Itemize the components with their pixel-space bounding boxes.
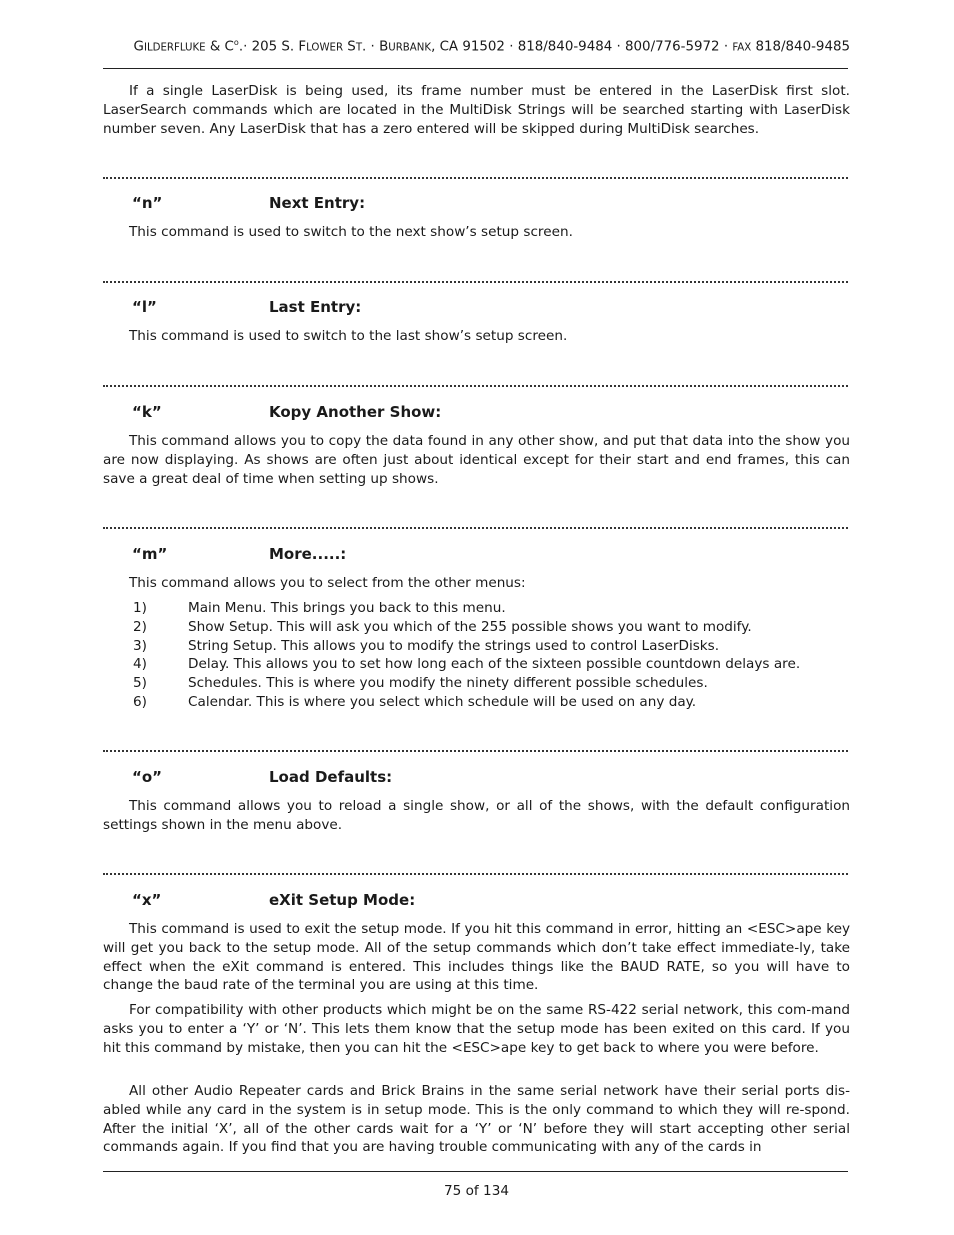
command-title-load-defaults: Load Defaults: bbox=[269, 768, 393, 786]
command-desc-last-entry: This command is used to switch to the last show’s setup screen. bbox=[129, 328, 568, 344]
header-company-initial: G bbox=[133, 39, 144, 55]
exit-paragraph-network: All other Audio Repeater cards and Brick Brains in the same serial network have their serial ports dis-abled while any card in the system is in setup mode. This is the only command to which they will re-spond. After the initial ‘X’, all of the other cards wait for a ‘Y’ or ‘N’ before they will start accepting other serial commands again. If you find that you are having trouble communicating with any of the cards in bbox=[103, 1083, 850, 1156]
header-amp: & C bbox=[205, 39, 234, 55]
command-key-x: “x” bbox=[132, 891, 162, 909]
list-item: 3) String Setup. This allows you to modify the strings used to control LaserDisks. bbox=[133, 637, 720, 654]
exit-paragraph-compat: For compatibility with other products which might be on the same RS-422 serial network, this com-mand asks you to enter a ‘Y’ or ‘N’. This lets them know that the setup mode has been exited on this card. If you hit this command by mistake, then you can hit the <ESC>ape key to get back to where you were before. bbox=[103, 1002, 850, 1056]
command-desc-load-defaults: This command allows you to reload a single show, or all of the shows, with the default configuration settings shown in the menu above. bbox=[103, 798, 850, 833]
list-item: 4) Delay. This allows you to set how long each of the sixteen possible countdown delays are. bbox=[133, 656, 801, 673]
section-divider bbox=[103, 177, 848, 179]
command-title-next-entry: Next Entry: bbox=[269, 194, 366, 212]
list-item: 1) Main Menu. This brings you back to this menu. bbox=[133, 600, 506, 616]
section-divider bbox=[103, 750, 848, 752]
list-item: 2) Show Setup. This will ask you which of the 255 possible shows you want to modify. bbox=[133, 618, 752, 635]
section-divider bbox=[103, 527, 848, 529]
list-item: 6) Calendar. This is where you select which schedule will be used on any day. bbox=[133, 693, 697, 710]
header-address: , CA 91502 · 818/840-9484 · 800/776-5972 · bbox=[431, 39, 733, 55]
section-divider bbox=[103, 385, 848, 387]
command-key-o: “o” bbox=[132, 768, 163, 786]
header-sep1: .· 205 S. bbox=[238, 39, 299, 55]
intro-paragraph: If a single LaserDisk is being used, its frame number must be entered in the LaserDisk first slot. LaserSearch commands which are located in the MultiDisk Strings will be searched starting with LaserDisk number seven. Any LaserDisk that has a zero entered will be skipped during MultiDisk searches. bbox=[103, 83, 850, 137]
command-desc-more: This command allows you to select from the other menus: bbox=[129, 575, 526, 591]
header-rule bbox=[103, 68, 848, 69]
section-divider bbox=[103, 281, 848, 283]
list-item: 5) Schedules. This is where you modify the ninety different possible schedules. bbox=[133, 675, 708, 692]
command-desc-next-entry: This command is used to switch to the next show’s setup screen. bbox=[129, 224, 573, 240]
header-fax: 818/840-9485 bbox=[751, 39, 850, 55]
menu-list bbox=[133, 599, 800, 712]
header-burbank-rest: URBANK bbox=[388, 42, 432, 54]
command-key-m: “m” bbox=[132, 545, 168, 563]
command-desc-kopy-show: This command allows you to copy the data found in any other show, and put that data into the show you are now displaying. As shows are often just about identical except for their start and end frames, this can save a great deal of time when setting up shows. bbox=[103, 433, 850, 487]
command-title-kopy-show: Kopy Another Show: bbox=[269, 403, 442, 421]
header-burbank-initial: B bbox=[379, 39, 389, 55]
page-header bbox=[103, 38, 850, 54]
header-flower-rest: LOWER bbox=[306, 42, 344, 54]
command-key-n: “n” bbox=[132, 194, 163, 212]
header-flower-initial: F bbox=[298, 39, 307, 55]
command-title-more: More.....: bbox=[269, 545, 347, 563]
command-key-l: “l” bbox=[132, 298, 157, 316]
command-desc-exit-setup: This command is used to exit the setup mode. If you hit this command in error, hitting an <ESC>ape key will get you back to the setup mode. All of the setup commands which don’t take effect immediate-ly, take effect when the eXit command is entered. This includes things like the BAUD RATE, so you will have to change the baud rate of the terminal you are using at this time. bbox=[103, 921, 850, 994]
header-st-initial: S bbox=[343, 39, 356, 55]
header-sup: o bbox=[233, 38, 239, 47]
header-fax-label: FAX bbox=[732, 42, 752, 54]
header-sep2: . · bbox=[362, 39, 380, 55]
header-company-rest: ILDERFLUKE bbox=[143, 42, 206, 54]
footer-rule bbox=[103, 1171, 848, 1172]
header-st-rest: T bbox=[355, 42, 363, 54]
page-number: 75 of 134 bbox=[444, 1183, 509, 1199]
section-divider bbox=[103, 873, 848, 875]
command-title-exit-setup: eXit Setup Mode: bbox=[269, 891, 416, 909]
command-key-k: “k” bbox=[132, 403, 162, 421]
command-title-last-entry: Last Entry: bbox=[269, 298, 362, 316]
